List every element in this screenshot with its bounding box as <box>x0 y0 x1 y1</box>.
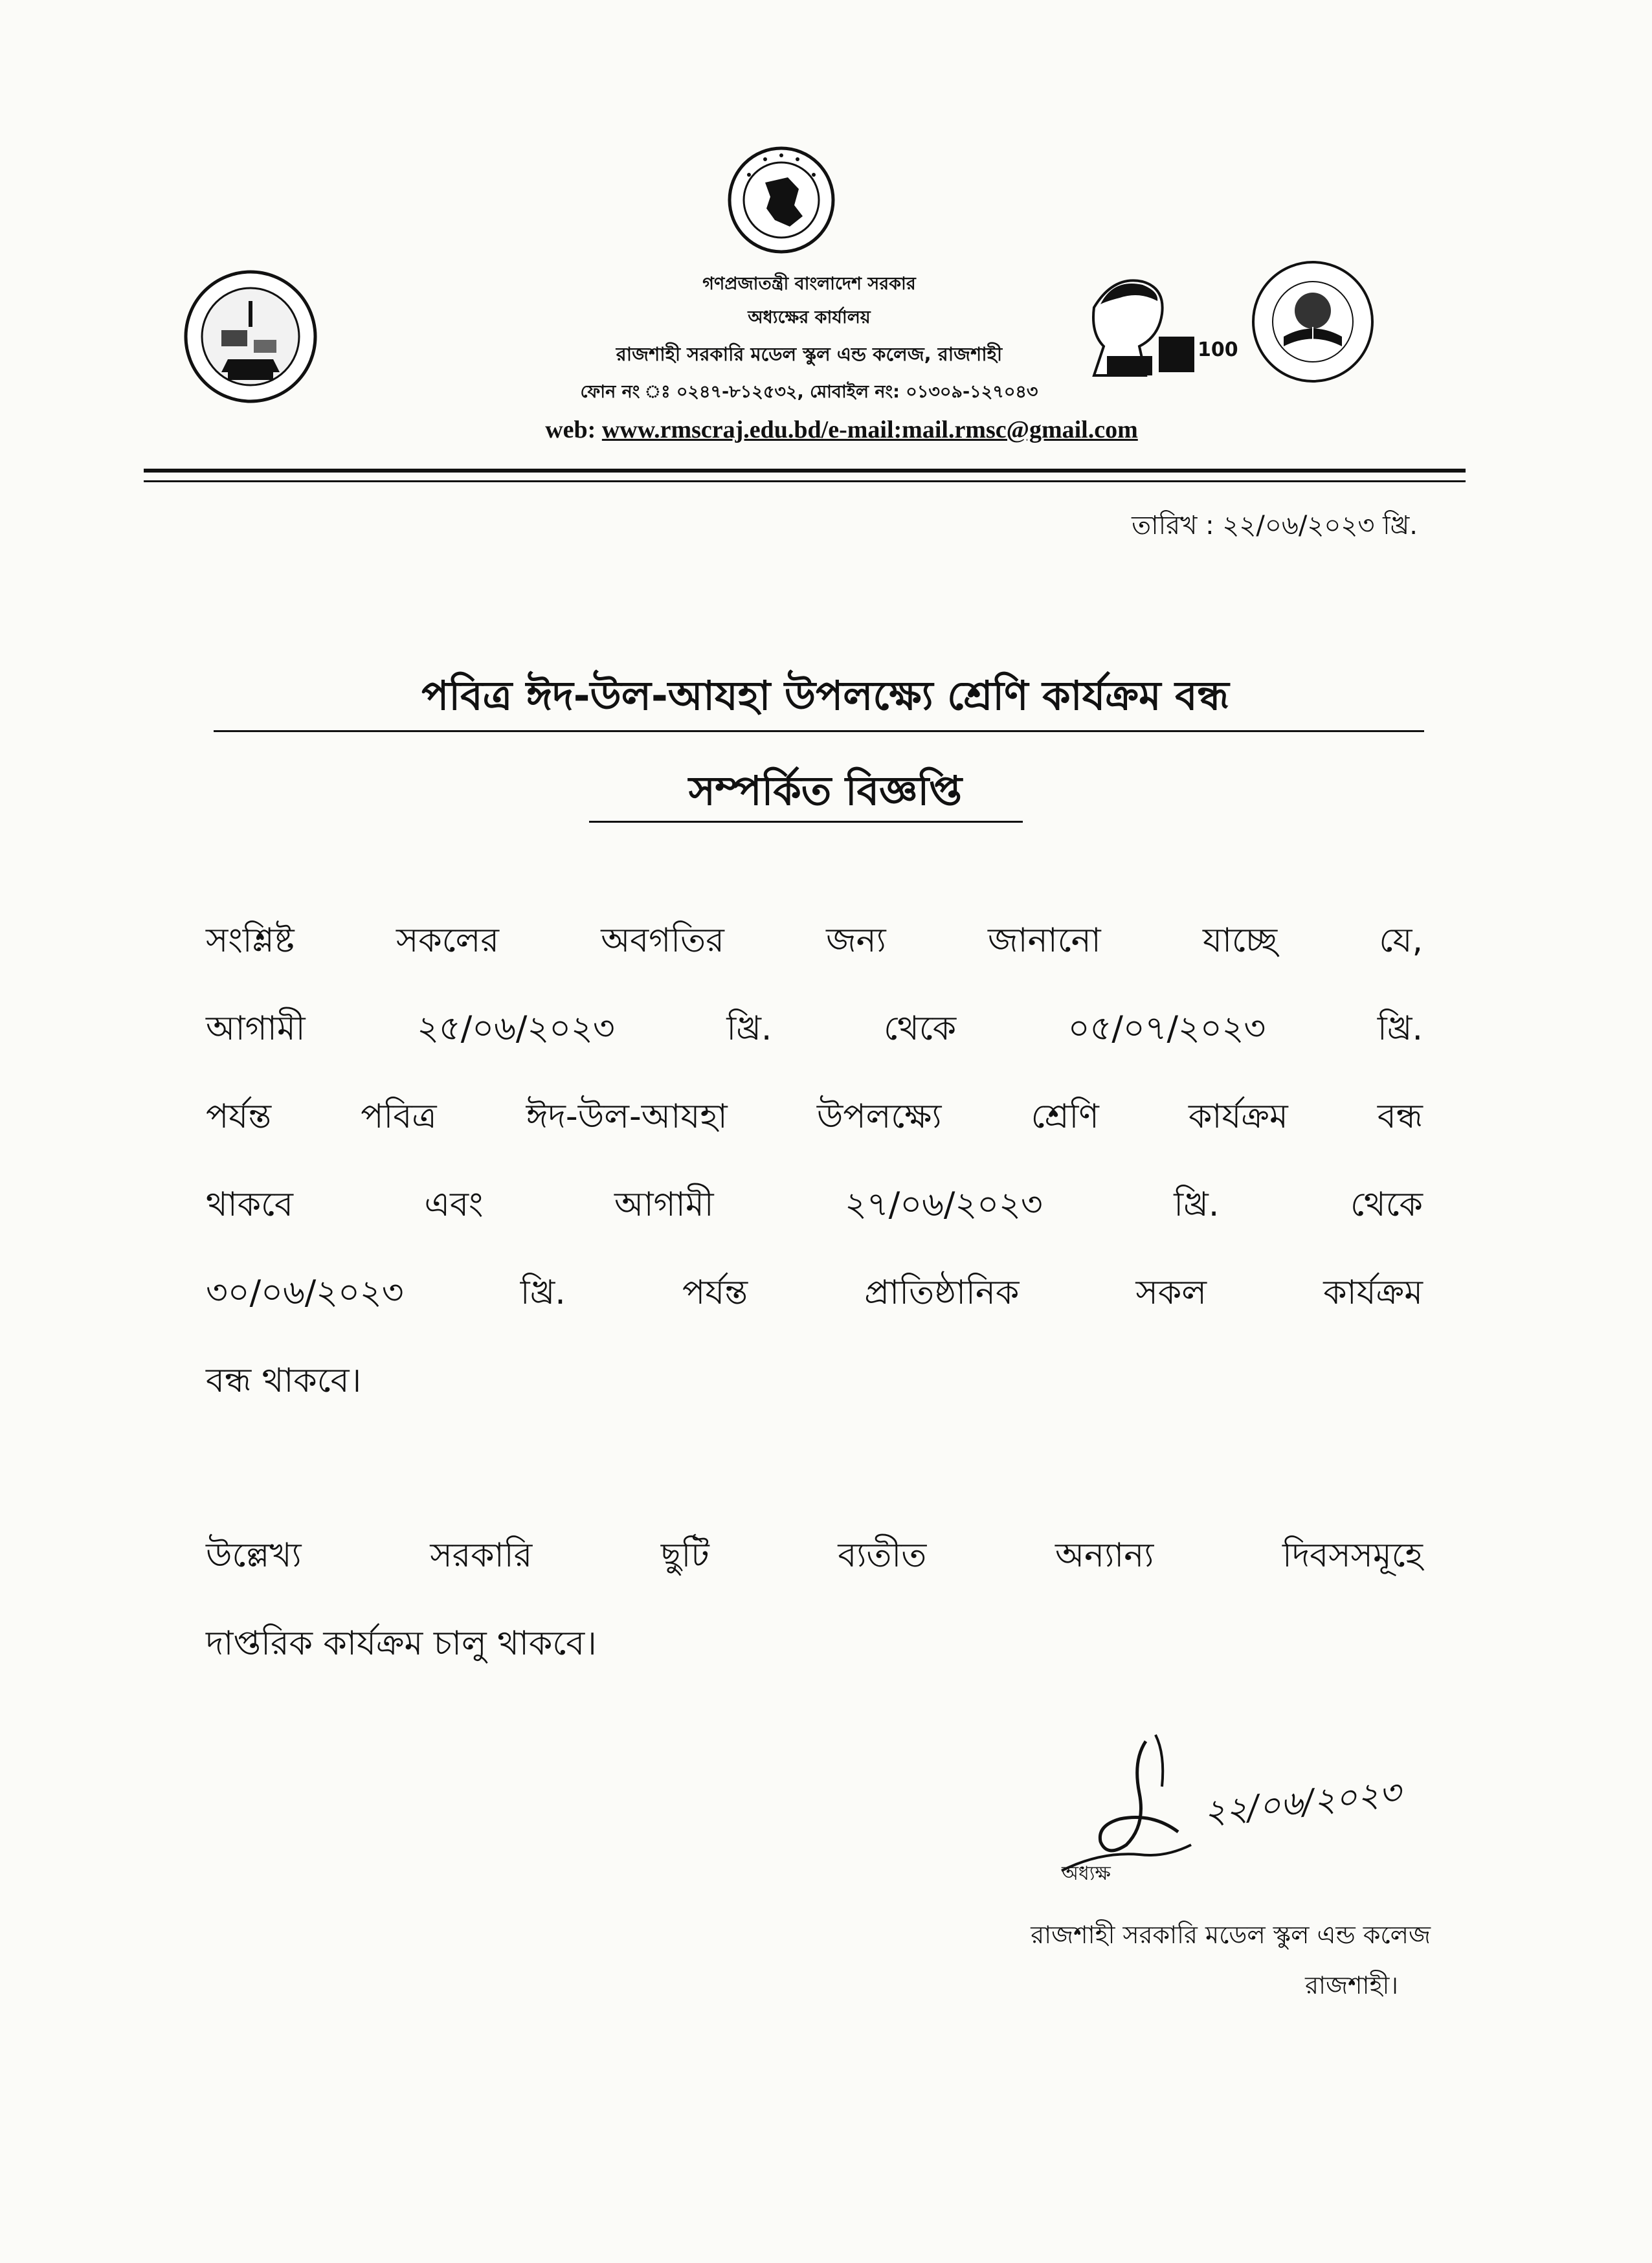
college-seal-icon <box>183 269 318 405</box>
notice-title-line1: পবিত্র ঈদ-উল-আযহা উপলক্ষ্যে শ্রেণি কার্যক্রম বন্ধ <box>421 672 1229 719</box>
body-para1-line: ৩০/০৬/২০২৩ খ্রি. পর্যন্ত প্রাতিষ্ঠানিক সকল কার্যক্রম <box>206 1273 1423 1312</box>
education-seal-icon <box>1248 259 1378 385</box>
govt-seal-icon <box>726 144 836 257</box>
govt-name: গণপ্রজাতন্ত্রী বাংলাদেশ সরকার <box>702 274 916 294</box>
notice-date: তারিখ : ২২/০৬/২০২৩ খ্রি. <box>1132 511 1418 541</box>
signatory-city: রাজশাহী। <box>1305 1971 1398 2000</box>
body-para1-line: বন্ধ থাকবে। <box>206 1361 362 1400</box>
body-para1-line: আগামী ২৫/০৬/২০২৩ খ্রি. থেকে ০৫/০৭/২০২৩ খ্রি. <box>206 1009 1423 1048</box>
web-label: web: <box>545 416 596 443</box>
title-underline-1 <box>214 730 1424 732</box>
header-divider-thin <box>144 480 1466 482</box>
office-name: অধ্যক্ষের কার্যালয় <box>748 307 871 328</box>
institution-name: রাজশাহী সরকারি মডেল স্কুল এন্ড কলেজ, রাজশাহী <box>616 343 1003 365</box>
web-line <box>388 416 1295 444</box>
body-para2-line: উল্লেখ্য সরকারি ছুটি ব্যতীত অন্যান্য দিবসসমূহে <box>206 1536 1423 1575</box>
notice-title-line2: সম্পর্কিত বিজ্ঞপ্তি <box>688 767 963 814</box>
header-divider-thick <box>144 469 1466 473</box>
body-para1-line: সংশ্লিষ্ট সকলের অবগতির জন্য জানানো যাচ্ছে যে, <box>206 921 1423 960</box>
signature-date: ২২/০৬/২০২৩ <box>1201 1773 1403 1833</box>
title-underline-2 <box>589 821 1023 823</box>
signatory-institution: রাজশাহী সরকারি মডেল স্কুল এন্ড কলেজ <box>1031 1921 1431 1949</box>
phone-line: ফোন নং ঃ ০২৪৭-৮১২৫৩২, মোবাইল নং: ০১৩০৯-১২৭০৪৩ <box>580 382 1038 402</box>
svg-text:100: 100 <box>1198 339 1238 361</box>
body-para2-line: দাপ্তরিক কার্যক্রম চালু থাকবে। <box>206 1624 597 1663</box>
signatory-designation: অধ্যক্ষ <box>1062 1862 1111 1885</box>
body-para1-line: থাকবে এবং আগামী ২৭/০৬/২০২৩ খ্রি. থেকে <box>206 1185 1423 1224</box>
web-url[interactable]: www.rmscraj.edu.bd/e-mail:mail.rmsc@gmail.com <box>601 416 1138 443</box>
body-para1-line: পর্যন্ত পবিত্র ঈদ-উল-আযহা উপলক্ষ্যে শ্রেণি কার্যক্রম বন্ধ <box>206 1097 1423 1136</box>
